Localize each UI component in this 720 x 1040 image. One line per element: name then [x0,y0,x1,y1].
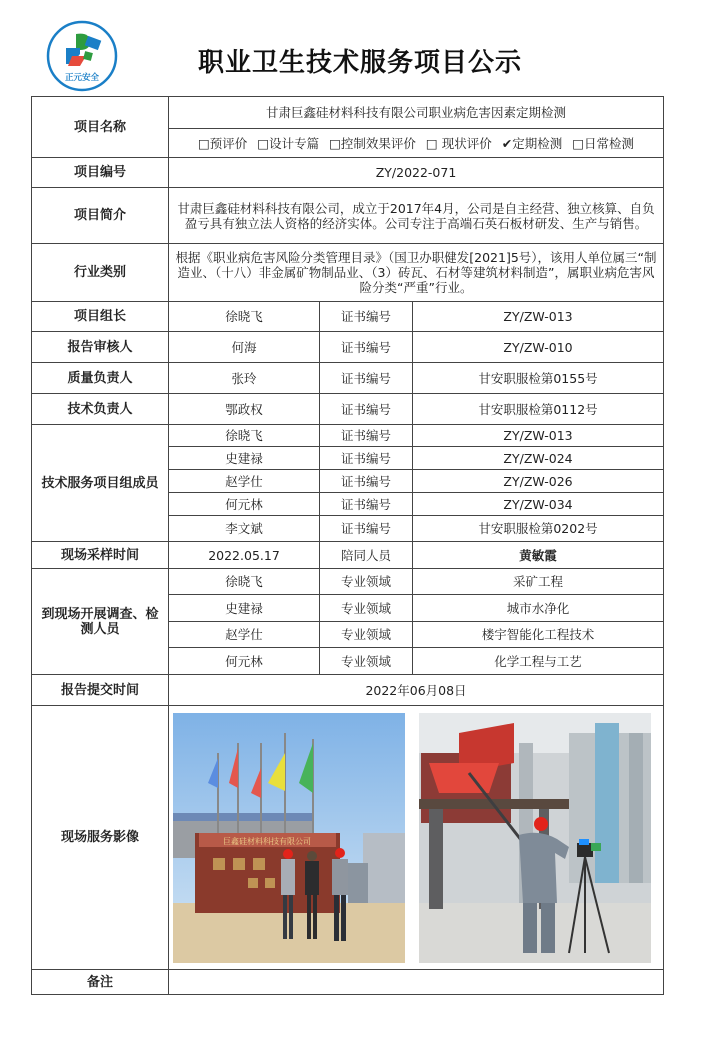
submit-date: 2022年06月08日 [169,675,664,706]
member-cert: 甘安职服检第0202号 [413,516,664,542]
member-cert-label: 证书编号 [320,493,413,516]
option-control-effect: □控制效果评价 [329,135,416,151]
option-periodic-detection: ✔定期检测 [501,135,563,151]
tech-cert: 甘安职服检第0112号 [413,394,664,425]
evaluation-type-options [169,129,664,158]
quality-cert: 甘安职服检第0155号 [413,363,664,394]
member-cert-label: 证书编号 [320,447,413,470]
industry-label: 行业类别 [32,244,169,302]
option-daily-detection: □日常检测 [572,135,635,151]
member-cert-label: 证书编号 [320,516,413,542]
quality-label: 质量负责人 [32,363,169,394]
reviewer-name: 何海 [169,332,320,363]
member-name: 李文斌 [169,516,320,542]
member-cert-label: 证书编号 [320,470,413,493]
member-name: 徐晓飞 [169,425,320,447]
leader-name: 徐晓飞 [169,302,320,332]
sign-text: 巨鑫硅材料科技有限公司 [223,836,311,846]
survey-field: 化学工程与工艺 [413,648,664,675]
survey-field-label: 专业领域 [320,595,413,622]
intro-text: 甘肃巨鑫硅材料科技有限公司，成立于2017年4月，公司是自主经营、独立核算、自负盈亏具有独立法人资格的经济实体。公司专注于高端石英石板材研发、生产与销售。 [169,188,664,244]
survey-field-label: 专业领域 [320,622,413,648]
leader-cert: ZY/ZW-013 [413,302,664,332]
member-cert: ZY/ZW-024 [413,447,664,470]
tech-cert-label: 证书编号 [320,394,413,425]
project-no-label: 项目编号 [32,158,169,188]
sampling-label: 现场采样时间 [32,542,169,569]
photos-label: 现场服务影像 [32,706,169,970]
option-pre-evaluation: □预评价 [197,135,248,151]
reviewer-cert-label: 证书编号 [320,332,413,363]
leader-cert-label: 证书编号 [320,302,413,332]
member-name: 赵学仕 [169,470,320,493]
reviewer-label: 报告审核人 [32,332,169,363]
survey-name: 赵学仕 [169,622,320,648]
industry-text: 根据《职业病危害风险分类管理目录》（国卫办职健发[2021]5号），该用人单位属三“制造业、（十八）非金属矿物制品业、（3）砖瓦、石材等建筑材料制造”，属职业病危害风险分类“严重”行业。 [169,244,664,302]
member-cert: ZY/ZW-026 [413,470,664,493]
sampling-date: 2022.05.17 [169,542,320,569]
leader-label: 项目组长 [32,302,169,332]
remark-label: 备注 [32,970,169,995]
member-cert-label: 证书编号 [320,425,413,447]
survey-field: 采矿工程 [413,569,664,595]
site-photo-detection [419,713,651,963]
survey-label: 到现场开展调查、检测人员 [32,569,169,675]
logo-text: 正元安全 [64,73,100,83]
project-name-value: 甘肃巨鑫硅材料科技有限公司职业病危害因素定期检测 [169,97,664,129]
tech-label: 技术负责人 [32,394,169,425]
option-design: □设计专篇 [257,135,320,151]
survey-field: 城市水净化 [413,595,664,622]
submit-label: 报告提交时间 [32,675,169,706]
survey-name: 何元林 [169,648,320,675]
companion-name: 黄敏霞 [413,542,664,569]
survey-name: 史建禄 [169,595,320,622]
site-photo-group [173,713,405,963]
info-table [31,96,664,995]
members-label: 技术服务项目组成员 [32,425,169,542]
member-cert: ZY/ZW-013 [413,425,664,447]
survey-field-label: 专业领域 [320,648,413,675]
survey-field: 楼宇智能化工程技术 [413,622,664,648]
remark-value [169,970,664,995]
option-status-evaluation: □ 现状评价 [425,135,492,151]
reviewer-cert: ZY/ZW-010 [413,332,664,363]
member-name: 何元林 [169,493,320,516]
intro-label: 项目简介 [32,188,169,244]
member-name: 史建禄 [169,447,320,470]
survey-name: 徐晓飞 [169,569,320,595]
quality-cert-label: 证书编号 [320,363,413,394]
member-cert: ZY/ZW-034 [413,493,664,516]
quality-name: 张玲 [169,363,320,394]
page-title: 职业卫生技术服务项目公示 [197,48,522,78]
project-name-label: 项目名称 [32,97,169,158]
companion-label: 陪同人员 [320,542,413,569]
project-no-value: ZY/2022-071 [169,158,664,188]
survey-field-label: 专业领域 [320,569,413,595]
tech-name: 鄂政权 [169,394,320,425]
